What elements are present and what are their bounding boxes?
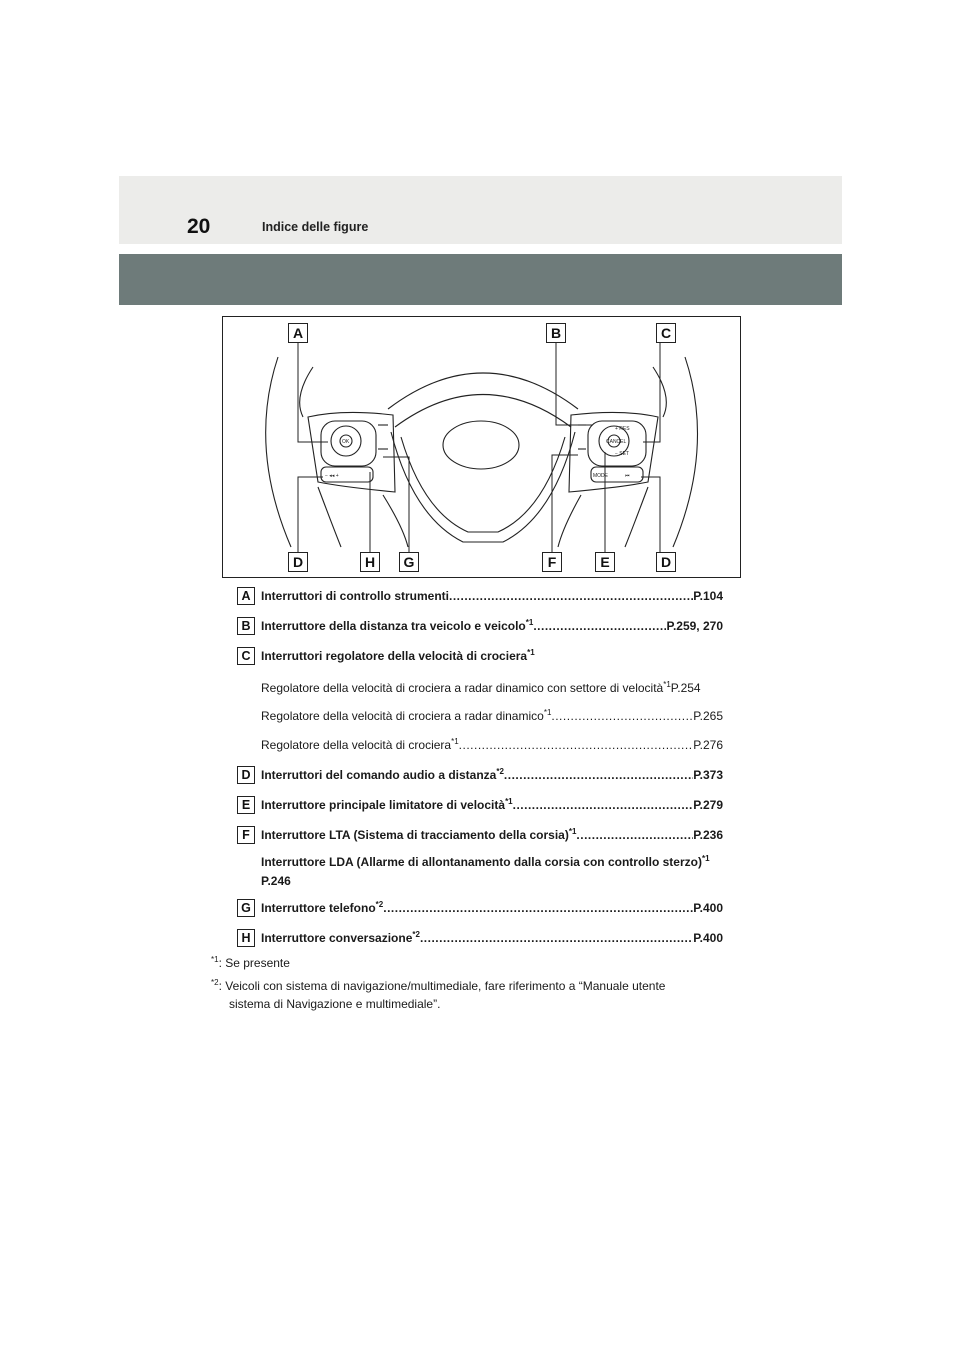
callout-e: E [595, 552, 615, 572]
page-number: 20 [187, 215, 211, 238]
mode-button-label: MODE [593, 473, 608, 479]
section-banner [119, 254, 842, 305]
footnote-mark: *1 [505, 797, 513, 806]
page-reference: P.265 [693, 709, 723, 723]
section-title: Indice delle figure [262, 220, 369, 234]
legend-row-e [261, 798, 723, 812]
sub-entry-text: Regolatore della velocità di crociera [261, 738, 452, 752]
footnote-text: : Veicoli con sistema di navigazione/multimediale, fare riferimento a “Manuale utente [218, 979, 666, 993]
legend-row-b [261, 619, 723, 633]
page-reference: P.254 [670, 681, 701, 695]
steering-wheel-figure [222, 316, 741, 578]
footnote-mark: *2 [496, 767, 504, 776]
legend-row-h [261, 931, 723, 945]
sub-entry-text: Regolatore della velocità di crociera a radar dinamico con settore di velocità [261, 681, 664, 695]
airbag-hub [443, 421, 519, 469]
header-band [119, 176, 842, 244]
callout-c: C [656, 323, 676, 343]
legend-row-a [261, 589, 723, 603]
footnote-mark: *1 [451, 737, 459, 746]
sub-entry-text: Regolatore della velocità di crociera a radar dinamico [261, 709, 544, 723]
callout-g: G [399, 552, 419, 572]
sub-entry-2 [261, 709, 723, 723]
legend-text: Interruttori regolatore della velocità di crociera [261, 649, 528, 663]
footnote-mark: *1 [663, 680, 671, 689]
legend-row-d [261, 768, 723, 782]
legend-text: Interruttori di controllo strumenti [261, 589, 449, 603]
footnote-mark: *1 [211, 955, 219, 964]
footnote-2-continuation: sistema di Navigazione e multimediale”. [229, 997, 441, 1011]
footnote-text: : Se presente [218, 956, 290, 970]
legend-row-g [261, 901, 723, 915]
lda-entry [261, 855, 710, 869]
callout-f: F [542, 552, 562, 572]
page-reference: P.236 [693, 828, 723, 842]
legend-text: Interruttore telefono [261, 901, 376, 915]
leader-b [556, 339, 593, 425]
footnote-mark: *1 [568, 827, 577, 836]
leader-d-right [641, 477, 660, 557]
page-reference: P.400 [693, 931, 723, 945]
legend-text: Interruttore LDA (Allarme di allontanamento dalla corsia con controllo sterzo) [261, 855, 702, 869]
legend-text: Interruttore principale limitatore di velocità [261, 798, 506, 812]
legend-key: H [237, 929, 255, 947]
callout-d-left: D [288, 552, 308, 572]
legend-text: Interruttore LTA (Sistema di tracciamento della corsia) [261, 828, 569, 842]
legend-key: G [237, 899, 255, 917]
footnote-mark: *1 [527, 648, 535, 657]
page-reference: P.373 [693, 768, 723, 782]
page-reference: P.276 [693, 738, 723, 752]
callout-b: B [546, 323, 566, 343]
footnote-mark: *1 [525, 618, 534, 627]
legend-row-c [261, 649, 535, 663]
legend-key: A [237, 587, 255, 605]
steering-wheel-illustration [223, 317, 742, 579]
footnote-1 [211, 956, 290, 970]
legend-key: E [237, 796, 255, 814]
sub-entry-3 [261, 738, 723, 752]
legend-key: C [237, 647, 255, 665]
footnote-mark: *2 [211, 978, 219, 987]
sub-entry-1 [261, 681, 723, 695]
left-rim-arc [266, 357, 291, 547]
skip-button-label: ⏮ [625, 473, 630, 479]
leader-g [383, 457, 409, 557]
right-rim-arc [673, 357, 698, 547]
ok-button-label: OK [342, 439, 350, 445]
legend-text: Interruttore conversazione [261, 931, 413, 945]
legend-key: D [237, 766, 255, 784]
footnote-mark: *1 [543, 708, 552, 717]
cancel-button-label: CANCEL [606, 439, 627, 445]
page-reference: P.279 [693, 798, 723, 812]
footnote-mark: *2 [412, 930, 420, 939]
legend-text: Interruttore della distanza tra veicolo e veicolo [261, 619, 526, 633]
leader-c [643, 339, 660, 442]
callout-h: H [360, 552, 380, 572]
legend-key: F [237, 826, 255, 844]
legend-key: B [237, 617, 255, 635]
legend-row-f [261, 828, 723, 842]
res-button-label: + RES [615, 426, 630, 432]
page-reference: P.259, 270 [666, 619, 723, 633]
volume-button-label: − ◂◂ + [325, 473, 339, 479]
footnote-2 [211, 979, 665, 993]
callout-d-right: D [656, 552, 676, 572]
legend-text: Interruttori del comando audio a distanza [261, 768, 497, 782]
page-reference: P.400 [693, 901, 723, 915]
set-button-label: − SET [615, 451, 630, 457]
lda-page-reference: P.246 [261, 874, 291, 888]
leader-f [552, 455, 578, 557]
page-reference: P.104 [693, 589, 723, 603]
footnote-mark: *1 [701, 854, 710, 863]
callout-a: A [288, 323, 308, 343]
footnote-mark: *2 [375, 900, 384, 909]
